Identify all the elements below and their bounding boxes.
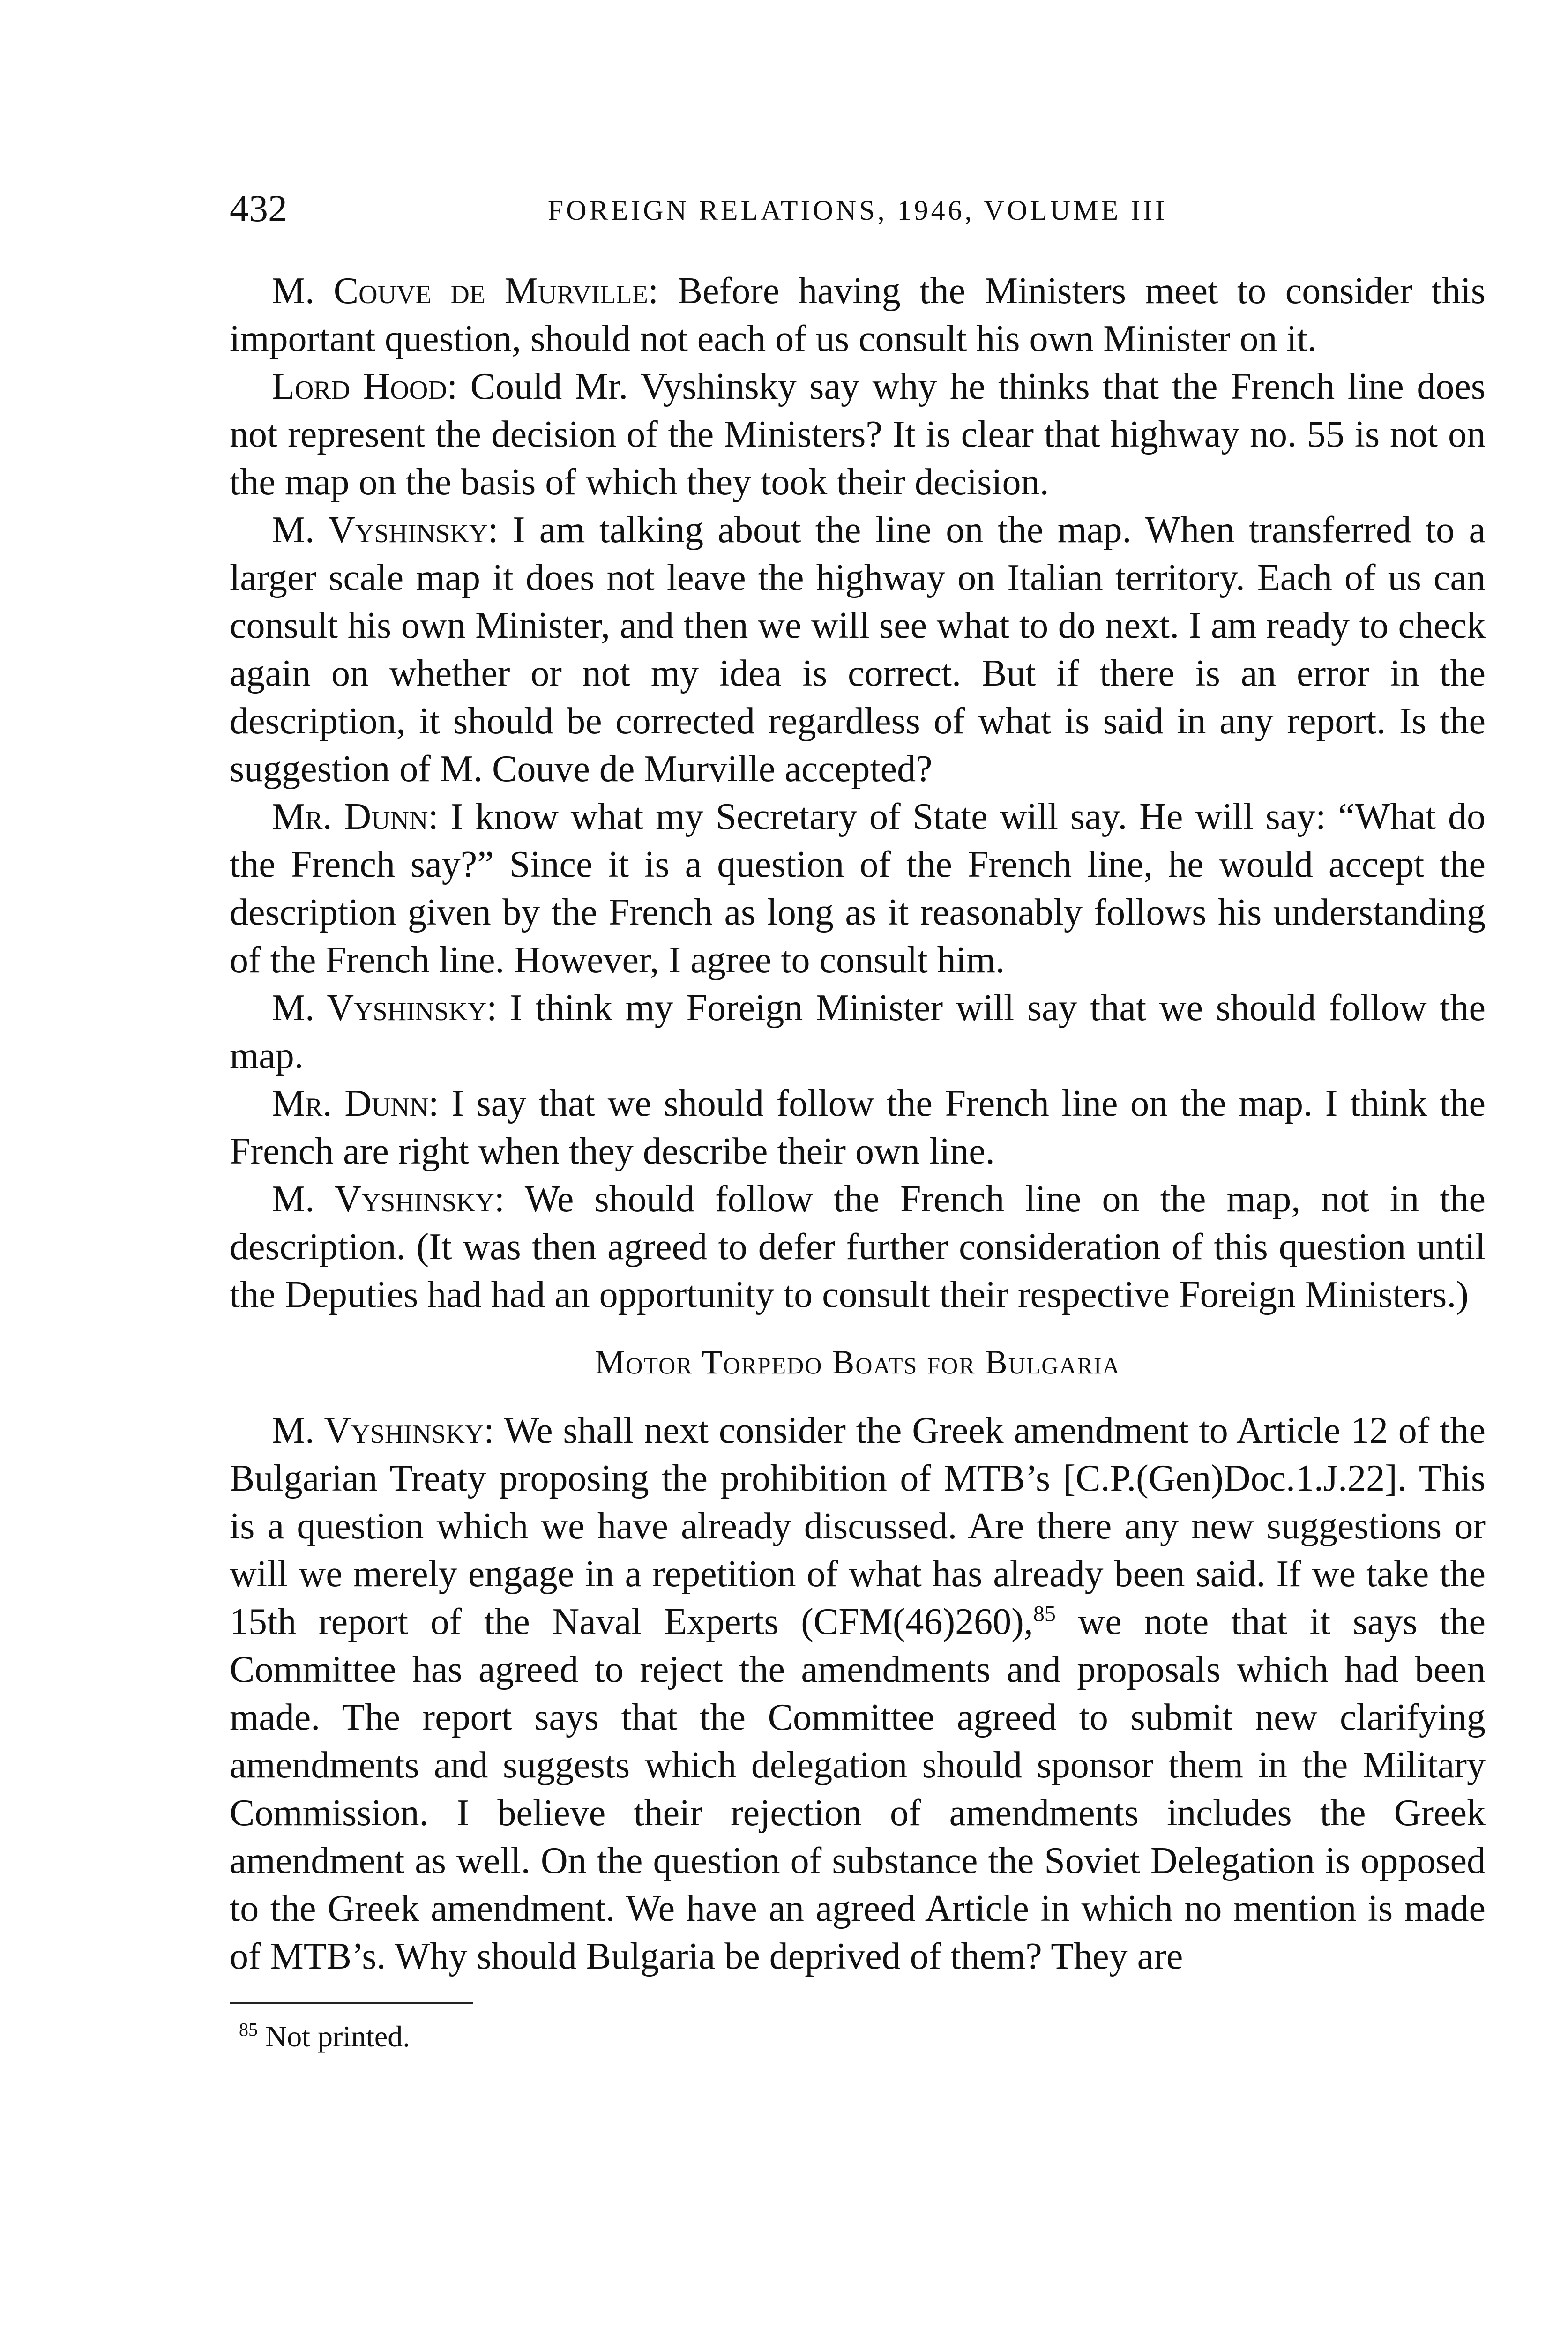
paragraph-text: We shall next consider the Greek amendment to Article 12 of the Bulgarian Treaty proposing the prohibition of MTB’s [C.P.(Gen)Doc.1.J.22]. This is a question which we have already discussed. Are there any new suggestions or will we merely engage in a repetition of what has already been said. If we take the 15th report of the Naval Experts (CFM(46)260),: [230, 1410, 1486, 1642]
speaker-name: Lord Hood:: [272, 366, 458, 407]
speaker-name: M. Vyshinsky:: [272, 1410, 494, 1451]
paragraph-text: Before having the Ministers meet to consider this important question, should not each of us consult his own Minister on it.: [230, 270, 1486, 359]
paragraph-text: I am talking about the line on the map. When transferred to a larger scale map it does not leave the highway on Italian territory. Each of us can consult his own Minister, and then we will see what to do next. I am ready to check again on whether or not my idea is correct. But if there is an error in the description, it should be corrected regardless of what is said in any report. Is the suggestion of M. Couve de Murville accepted?: [230, 509, 1486, 790]
footnote-text: Not printed.: [265, 2020, 411, 2053]
paragraph-text: I say that we should follow the French line on the map. I think the French are right when they describe their own line.: [230, 1083, 1486, 1172]
speaker-name: M. Couve de Murville:: [272, 270, 659, 312]
paragraph: [230, 506, 1486, 793]
speaker-name: Mr. Dunn:: [272, 796, 439, 837]
body-text: [230, 267, 1486, 1980]
speaker-name: Mr. Dunn:: [272, 1083, 439, 1124]
page-header: [230, 183, 1486, 234]
speaker-name: M. Vyshinsky:: [272, 1179, 505, 1220]
speaker-name: M. Vyshinsky:: [272, 509, 499, 551]
footnote-number: 85: [239, 2019, 258, 2040]
paragraph: [230, 1175, 1486, 1319]
page-number: 432: [230, 187, 287, 230]
paragraph: [230, 267, 1486, 363]
paragraph: [230, 793, 1486, 984]
speaker-name: M. Vyshinsky:: [272, 987, 497, 1029]
paragraph-text: Could Mr. Vyshinsky say why he thinks that the French line does not represent the decision of the Ministers? It is clear that highway no. 55 is not on the map on the basis of which they took their decision.: [230, 366, 1486, 503]
paragraph-text: I know what my Secretary of State will say. He will say: “What do the French say?” Since it is a question of the French line, he would accept the description given by the French as long as it reasonably follows his understanding of the French line. However, I agree to consult him.: [230, 796, 1486, 981]
document-page: [230, 183, 1486, 2057]
paragraph-text: I think my Foreign Minister will say that we should follow the map.: [230, 987, 1486, 1076]
footnote-divider: [230, 2002, 473, 2004]
paragraph: [230, 984, 1486, 1080]
section-heading: Motor Torpedo Boats for Bulgaria: [595, 1343, 1120, 1381]
footnote: [239, 2016, 1486, 2057]
paragraph: [230, 1407, 1486, 1980]
paragraph-text: We should follow the French line on the map, not in the description. (It was then agreed to defer further consideration of this question until the Deputies had had an opportunity to consult their respective Foreign Ministers.): [230, 1179, 1486, 1315]
paragraph: [230, 1080, 1486, 1175]
paragraph-text-continued: we note that it says the Committee has agreed to reject the amendments and proposals which had been made. The report says that the Committee agreed to submit new clarifying amendments and suggests which delegation should sponsor them in the Military Commission. I believe their rejection of amendments includes the Greek amendment as well. On the question of substance the Soviet Delegation is opposed to the Greek amendment. We have an agreed Article in which no mention is made of MTB’s. Why should Bulgaria be deprived of them? They are: [230, 1601, 1486, 1977]
running-title: FOREIGN RELATIONS, 1946, VOLUME III: [547, 195, 1168, 226]
footnote-reference[interactable]: 85: [1033, 1601, 1056, 1627]
paragraph: [230, 363, 1486, 506]
